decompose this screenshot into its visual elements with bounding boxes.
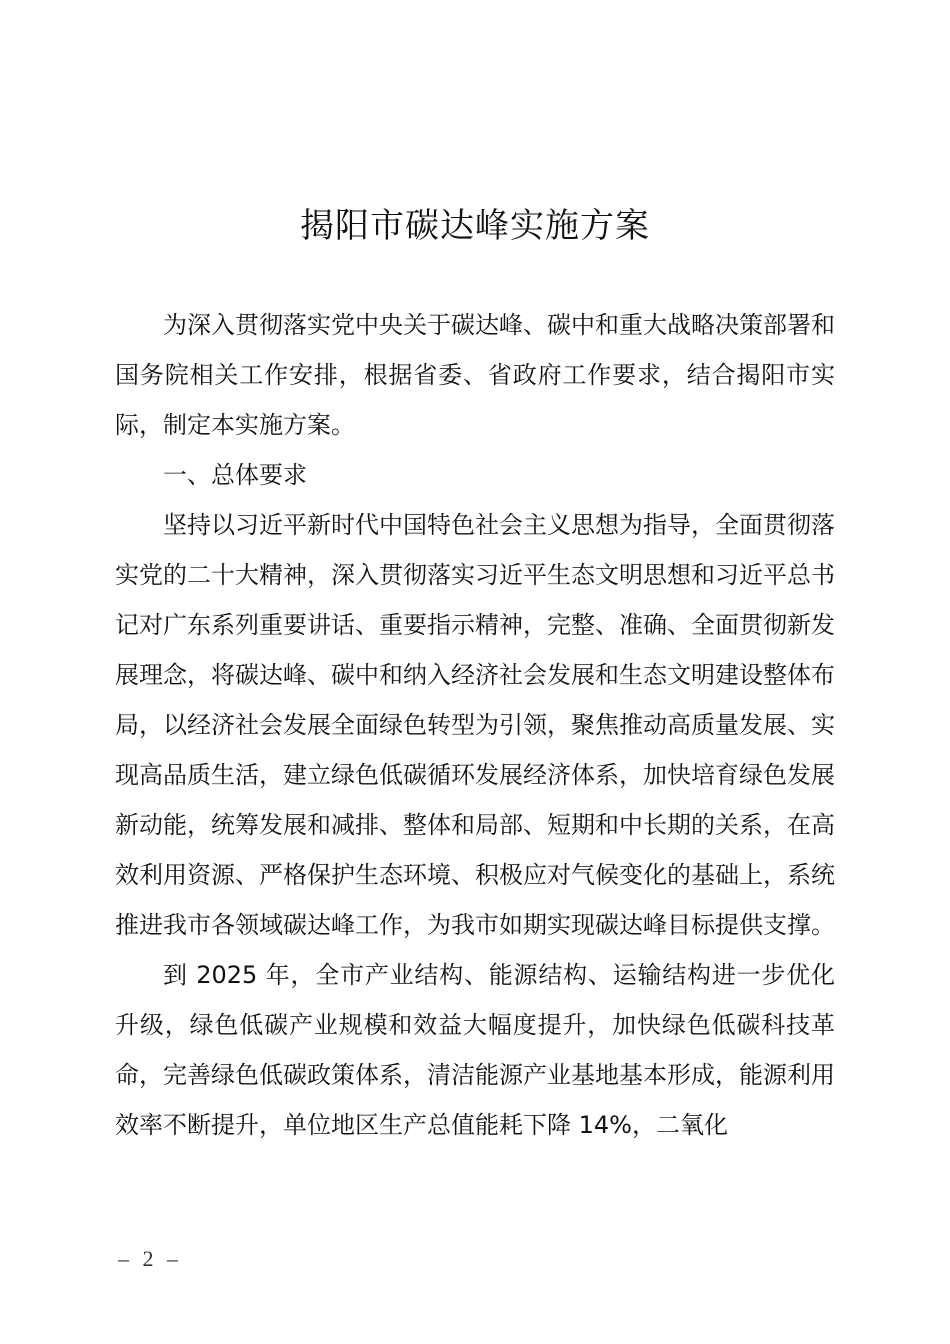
document-title: 揭阳市碳达峰实施方案 [300, 206, 650, 246]
section-heading-overall-requirements: 一、总体要求 [163, 461, 307, 489]
document-body [115, 300, 835, 1150]
paragraph-intro: 为深入贯彻落实党中央关于碳达峰、碳中和重大战略决策部署和国务院相关工作安排，根据省委、省政府工作要求，结合揭阳市实际，制定本实施方案。 [115, 311, 835, 439]
paragraph-guiding-principles: 坚持以习近平新时代中国特色社会主义思想为指导，全面贯彻落实党的二十大精神，深入贯彻落实习近平生态文明思想和习近平总书记对广东系列重要讲话、重要指示精神，完整、准确、全面贯彻新发展理念，将碳达峰、碳中和纳入经济社会发展和生态文明建设整体布局，以经济社会发展全面绿色转型为引领，聚焦推动高质量发展、实现高品质生活，建立绿色低碳循环发展经济体系，加快培育绿色发展新动能，统筹发展和减排、整体和局部、短期和中长期的关系，在高效利用资源、严格保护生态环境、积极应对气候变化的基础上，系统推进我市各领域碳达峰工作，为我市如期实现碳达峰目标提供支撑。 [115, 511, 835, 939]
page-number: – 2 – [118, 1246, 182, 1271]
paragraph-2025-targets: 到 2025 年，全市产业结构、能源结构、运输结构进一步优化升级，绿色低碳产业规模和效益大幅度提升，加快绿色低碳科技革命，完善绿色低碳政策体系，清洁能源产业基地基本形成，能源利用效率不断提升，单位地区生产总值能耗下降 14%，二氧化 [115, 961, 835, 1139]
